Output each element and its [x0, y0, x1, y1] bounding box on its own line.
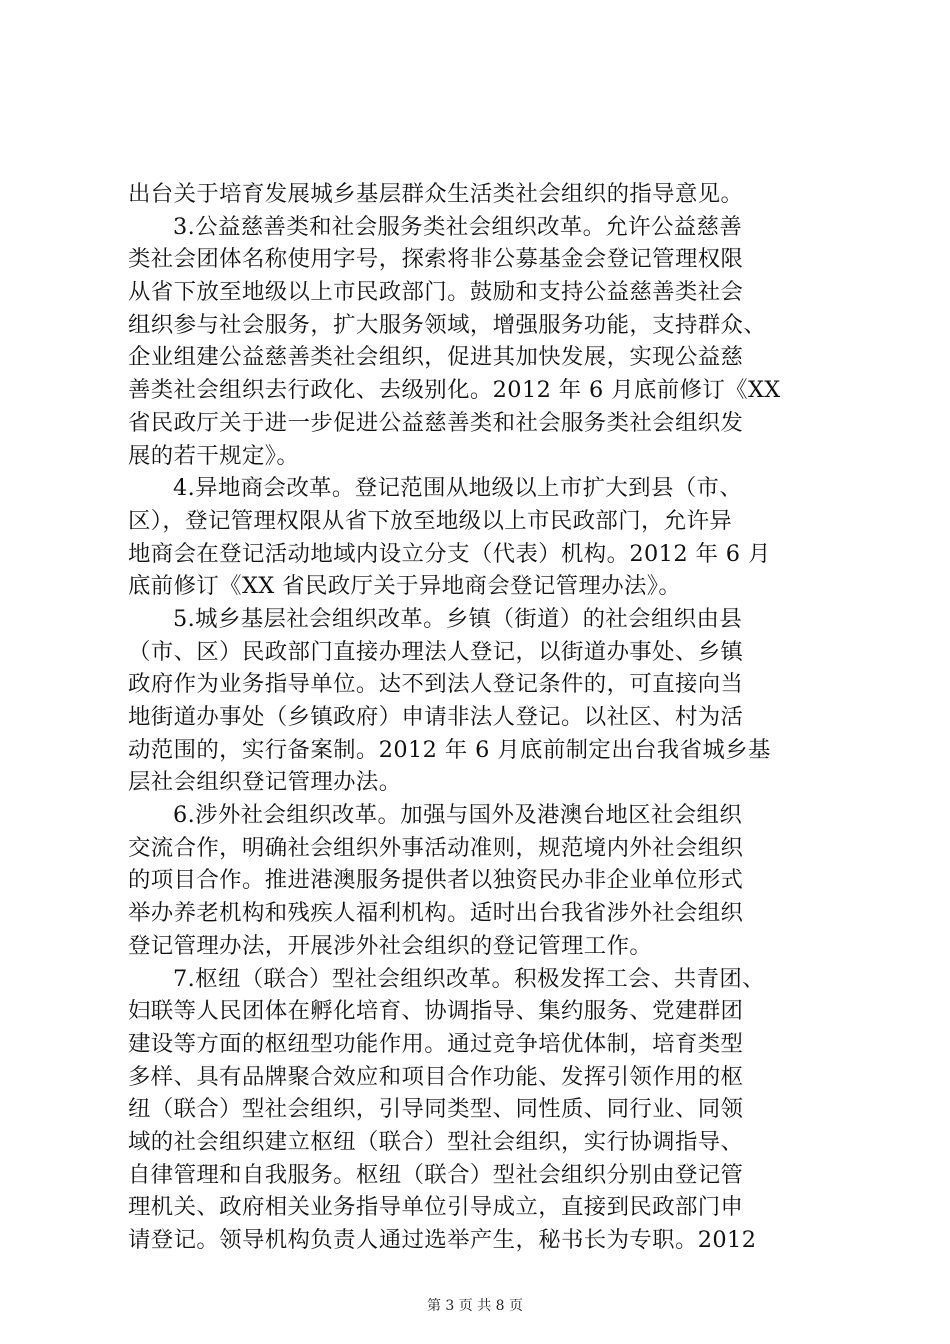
- text-line: 地商会在登记活动地域内设立分支（代表）机构。2012 年 6 月: [128, 540, 771, 567]
- text-line: 底前修订《XX 省民政厅关于异地商会登记管理办法》。: [128, 573, 682, 600]
- text-line: 请登记。领导机构负责人通过选举产生，秘书长为专职。2012: [128, 1227, 757, 1253]
- document-body: [128, 178, 832, 1257]
- text-line: 建设等方面的枢纽型功能作用。通过竞争培优体制，培育类型: [128, 1030, 744, 1057]
- text-line: 域的社会组织建立枢纽（联合）型社会组织，实行协调指导、: [128, 1128, 744, 1155]
- page-footer: 第 3 页 共 8 页: [426, 1298, 524, 1314]
- text-line: 善类社会组织去行政化、去级别化。2012 年 6 月底前修订《XX: [128, 377, 781, 404]
- paragraph-start-line: 3.公益慈善类和社会服务类社会组织改革。允许公益慈善: [173, 213, 743, 240]
- text-line: 组织参与社会服务，扩大服务领域，增强服务功能，支持群众、: [128, 311, 767, 338]
- text-line: 从省下放至地级以上市民政部门。鼓励和支持公益慈善类社会: [128, 279, 744, 306]
- text-line: 展的若干规定》。: [128, 442, 300, 469]
- text-line: （市、区）民政部门直接办理法人登记，以街道办事处、乡镇: [128, 638, 744, 665]
- text-line: 的项目合作。推进港澳服务提供者以独资民办非企业单位形式: [128, 867, 744, 894]
- paragraph-start-line: 7.枢纽（联合）型社会组织改革。积极发挥工会、共青团、: [173, 965, 765, 992]
- text-line: 登记管理办法，开展涉外社会组织的登记管理工作。: [128, 932, 653, 959]
- text-line: 地街道办事处（乡镇政府）申请非法人登记。以社区、村为活: [128, 704, 744, 730]
- text-line: 多样、具有品牌聚合效应和项目合作功能、发挥引领作用的枢: [128, 1063, 744, 1090]
- paragraph-start-line: 5.城乡基层社会组织改革。乡镇（街道）的社会组织由县: [173, 605, 743, 632]
- text-line: 出台关于培育发展城乡基层群众生活类社会组织的指导意见。: [128, 181, 744, 207]
- text-line: 企业组建公益慈善类社会组织，促进其加快发展，实现公益慈: [128, 344, 744, 371]
- text-line: 交流合作，明确社会组织外事活动准则，规范境内外社会组织: [128, 834, 744, 861]
- text-line: 类社会团体名称使用字号，探索将非公募基金会登记管理权限: [128, 246, 744, 273]
- text-line: 举办养老机构和残疾人福利机构。适时出台我省涉外社会组织: [128, 900, 744, 927]
- text-line: 层社会组织登记管理办法。: [128, 769, 402, 796]
- text-line: 省民政厅关于进一步促进公益慈善类和社会服务类社会组织发: [128, 409, 744, 436]
- text-line: 动范围的，实行备案制。2012 年 6 月底前制定出台我省城乡基: [128, 736, 771, 763]
- paragraph-start-line: 4.异地商会改革。登记范围从地级以上市扩大到县（市、: [173, 475, 743, 502]
- text-line: 妇联等人民团体在孵化培育、协调指导、集约服务、党建群团: [128, 998, 744, 1025]
- text-line: 自律管理和自我服务。枢纽（联合）型社会组织分别由登记管: [128, 1161, 744, 1188]
- text-line: 理机关、政府相关业务指导单位引导成立，直接到民政部门申: [128, 1194, 744, 1221]
- text-line: 区），登记管理权限从省下放至地级以上市民政部门，允许异: [128, 507, 733, 534]
- paragraph-start-line: 6.涉外社会组织改革。加强与国外及港澳台地区社会组织: [173, 802, 743, 829]
- text-line: 纽（联合）型社会组织，引导同类型、同性质、同行业、同领: [128, 1096, 744, 1123]
- text-line: 政府作为业务指导单位。达不到法人登记条件的，可直接向当: [128, 671, 744, 698]
